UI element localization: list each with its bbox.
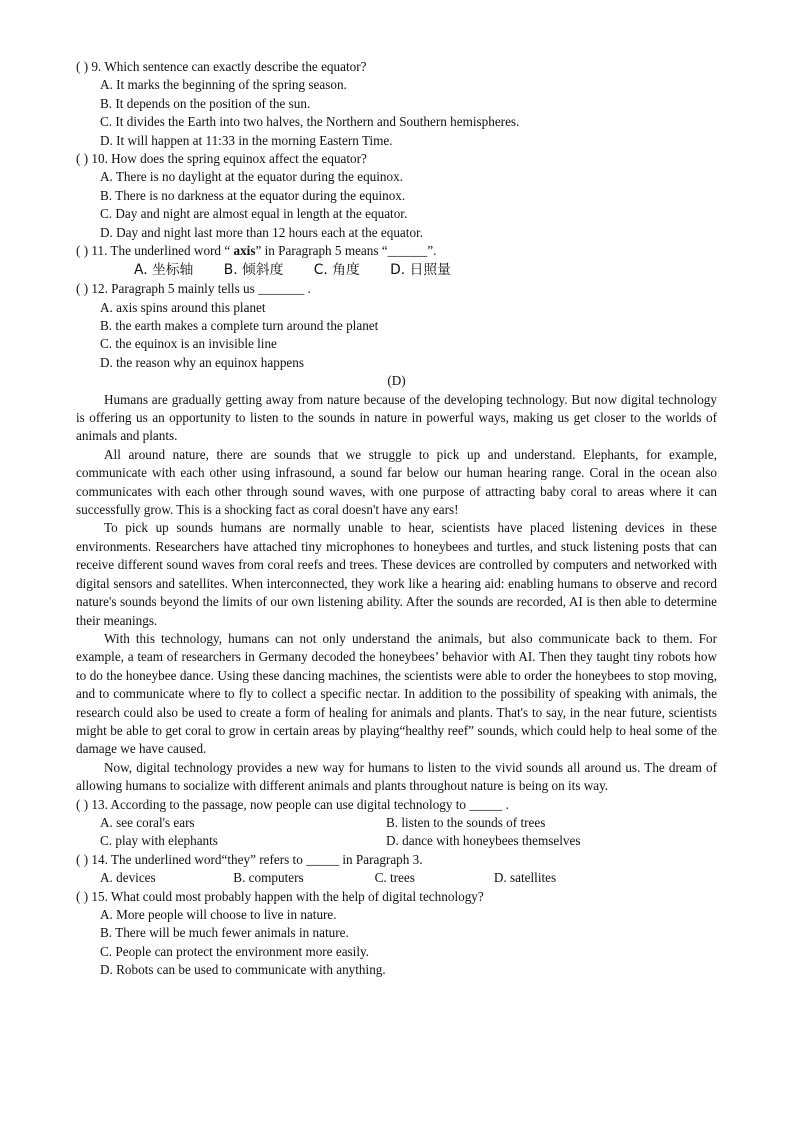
passage-paragraph-1: Humans are gradually getting away from nature because of the developing technology. But now digital technology is offering us an opportunity to listen to the sounds in nature in powerful ways, making us get closer to the worlds of animals and plants. bbox=[76, 391, 717, 444]
question-12-option-c: C. the equinox is an invisible line bbox=[100, 336, 277, 352]
question-14-stem: ( ) 14. The underlined word“they” refers to _____ in Paragraph 3. bbox=[76, 851, 423, 867]
question-13-option-a: A. see coral's ears bbox=[100, 814, 195, 830]
question-14-options bbox=[76, 869, 717, 887]
question-14-option-a: A. devices bbox=[100, 870, 156, 886]
question-12-option-d: D. the reason why an equinox happens bbox=[100, 354, 304, 370]
question-11-option-d: D. 日照量 bbox=[390, 262, 451, 279]
question-9-stem: ( ) 9. Which sentence can exactly describe the equator? bbox=[76, 59, 367, 74]
question-13-option-b: B. listen to the sounds of trees bbox=[386, 814, 546, 830]
question-15-stem: ( ) 15. What could most probably happen with the help of digital technology? bbox=[76, 888, 484, 904]
passage-paragraph-3: To pick up sounds humans are normally unable to hear, scientists have placed listening devices in these environments. Researchers have attached tiny microphones to honeybees and turtles, and stuck listening posts that can receive different sound waves from coral reefs and trees. These devices are controlled by computers and networked with digital sensors and satellites. When interconnected, they work like a hearing aid: enabling humans to observe and record nature's sounds beyond the limits of our own listening ability. After the sounds are recorded, AI is then able to determine their meanings. bbox=[76, 520, 717, 628]
question-14-option-c: C. trees bbox=[374, 870, 415, 886]
question-11-stem-suffix: ” in Paragraph 5 means “______”. bbox=[255, 242, 437, 258]
question-11-option-c: C. 角度 bbox=[313, 262, 360, 279]
question-13-options-row-1 bbox=[76, 814, 717, 832]
question-15-option-b: B. There will be much fewer animals in nature. bbox=[100, 925, 349, 941]
question-11-stem-prefix: ( ) 11. The underlined word “ bbox=[76, 242, 234, 258]
question-9-option-c: C. It divides the Earth into two halves, the Northern and Southern hemispheres. bbox=[100, 114, 520, 130]
question-13-stem: ( ) 13. According to the passage, now people can use digital technology to _____ . bbox=[76, 796, 509, 812]
question-13-options-row-2 bbox=[76, 832, 717, 850]
question-14-option-d: D. satellites bbox=[493, 870, 557, 886]
worksheet-page bbox=[76, 58, 717, 979]
question-11-stem bbox=[76, 242, 717, 260]
question-15-option-d: D. Robots can be used to communicate with anything. bbox=[100, 962, 386, 978]
question-12-stem: ( ) 12. Paragraph 5 mainly tells us _______ . bbox=[76, 281, 311, 297]
question-12-option-b: B. the earth makes a complete turn around the planet bbox=[100, 318, 379, 334]
question-11-options bbox=[76, 260, 717, 280]
question-9-option-b: B. It depends on the position of the sun. bbox=[100, 95, 311, 111]
question-14-option-b: B. computers bbox=[233, 870, 304, 886]
question-11-underlined-word: axis bbox=[233, 242, 256, 258]
question-10-stem: ( ) 10. How does the spring equinox affect the equator? bbox=[76, 150, 367, 166]
question-11-option-a: A. 坐标轴 bbox=[134, 262, 194, 279]
question-10-option-b: B. There is no darkness at the equator during the equinox. bbox=[100, 187, 406, 203]
question-15-option-c: C. People can protect the environment more easily. bbox=[100, 943, 370, 959]
question-13-option-c: C. play with elephants bbox=[100, 833, 218, 849]
question-10-option-a: A. There is no daylight at the equator during the equinox. bbox=[100, 169, 403, 185]
passage-paragraph-2: All around nature, there are sounds that we struggle to pick up and understand. Elephants, for example, communicate with each other using infrasound, a sound far below our human hearing range. Coral in the ocean also communicates with each other through sound waves, with one purpose of attracting baby coral to areas where it can successfully grow. This is a shocking fact as coral doesn't have any ears! bbox=[76, 446, 717, 518]
question-15-option-a: A. More people will choose to live in nature. bbox=[100, 906, 337, 922]
question-10-option-d: D. Day and night last more than 12 hours each at the equator. bbox=[100, 224, 424, 240]
question-9-option-a: A. It marks the beginning of the spring season. bbox=[100, 77, 347, 93]
passage-paragraph-5: Now, digital technology provides a new way for humans to listen to the vivid sounds all around us. The dream of allowing humans to socialize with different animals and plants throughout nature is being on its way. bbox=[76, 759, 717, 794]
question-10-option-c: C. Day and night are almost equal in length at the equator. bbox=[100, 206, 408, 222]
question-13-option-d: D. dance with honeybees themselves bbox=[386, 833, 581, 849]
question-11-option-b: B. 倾斜度 bbox=[223, 262, 284, 279]
question-9-option-d: D. It will happen at 11:33 in the morning Eastern Time. bbox=[100, 132, 393, 148]
passage-label: (D) bbox=[387, 373, 406, 389]
passage-paragraph-4: With this technology, humans can not only understand the animals, but also communicate back to them. For example, a team of researchers in Germany decoded the honeybees’ behavior with AI. Then they taught tiny robots how to do the honeybee dance. Using these dancing machines, the scientists were able to order the honeybees to stop moving, and to communicate where to fly to collect a specific nectar. In addition to the possibility of speaking with animals, the research could also be used to create a form of healing for animals and plants. That's to say, in the near future, scientists might be able to get coral to grow in certain areas by playing“healthy reef” sounds, which could help to heal some of the damage we have caused. bbox=[76, 630, 717, 757]
question-12-option-a: A. axis spins around this planet bbox=[100, 299, 266, 315]
